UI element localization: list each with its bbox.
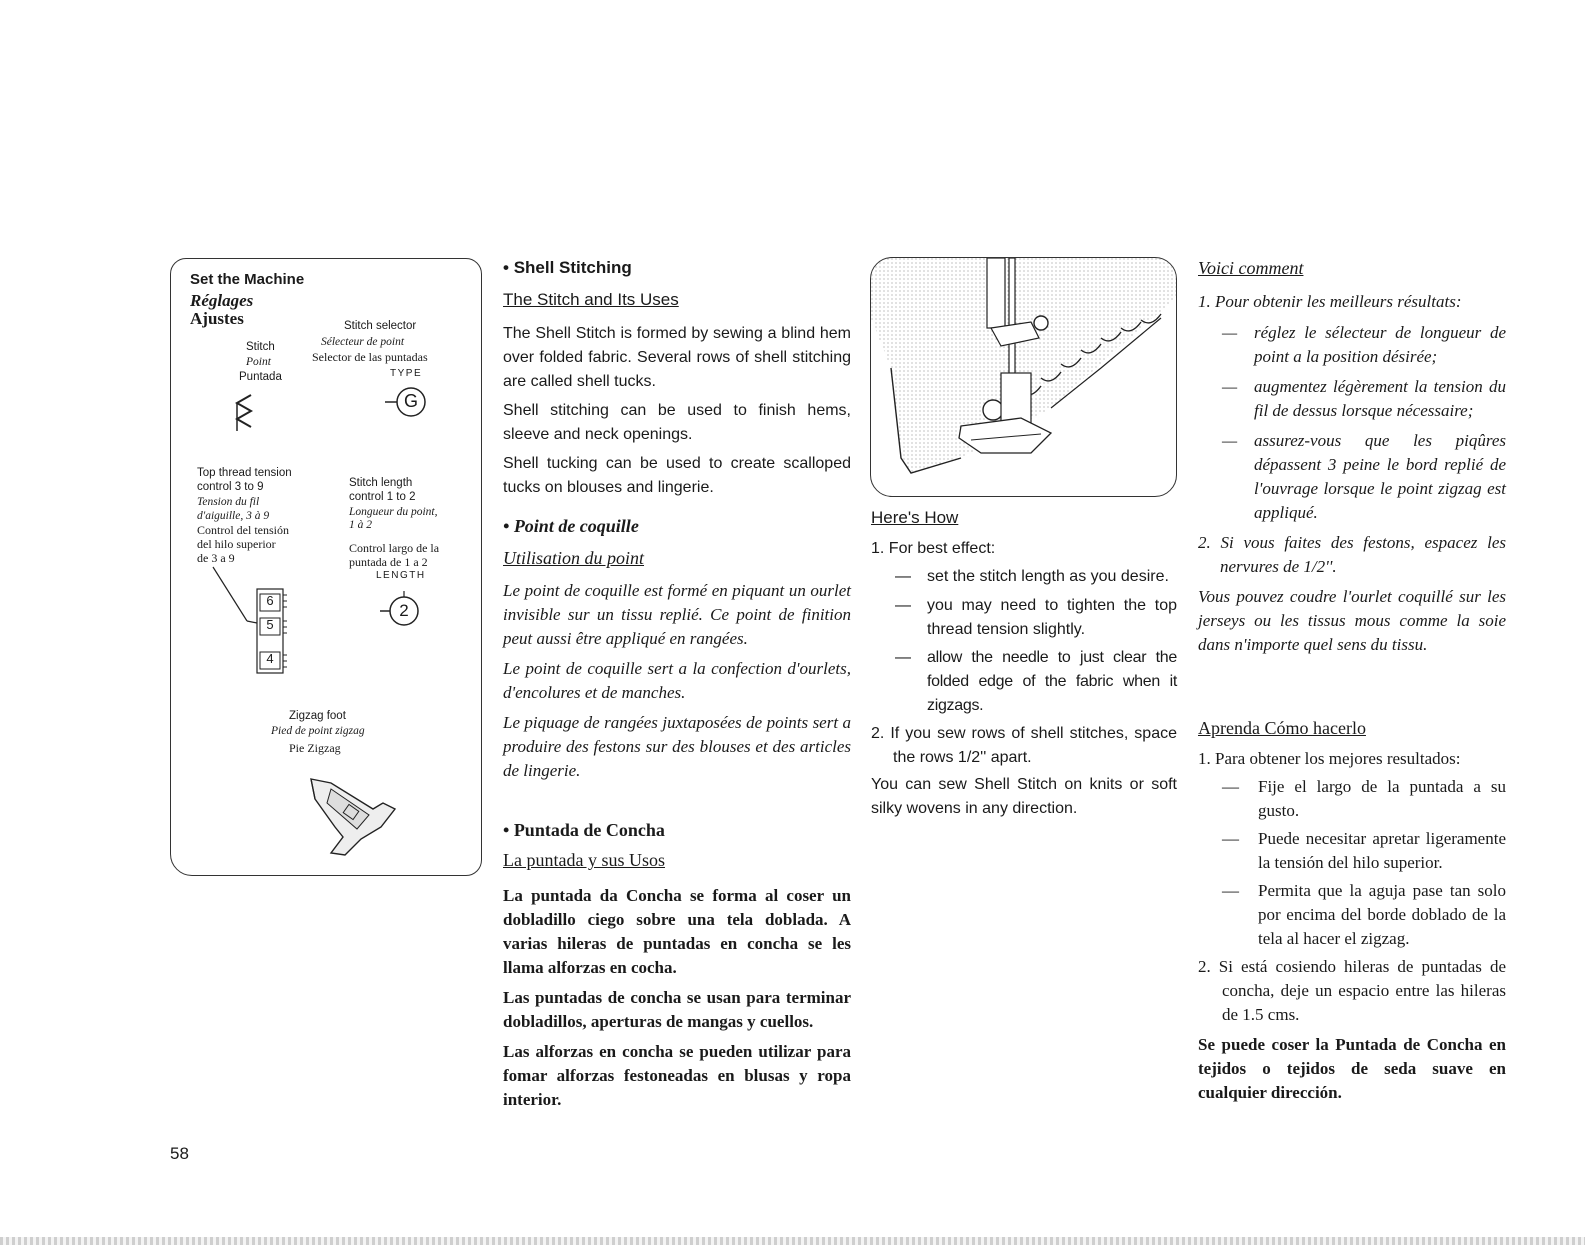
page-number: 58 — [170, 1144, 189, 1163]
foot-label-en: Zigzag foot — [289, 710, 346, 722]
dash: — — [1222, 431, 1238, 450]
dash: — — [1222, 881, 1239, 900]
length-label-fr-1: Longueur du point, — [349, 506, 438, 518]
dash: — — [1222, 777, 1239, 796]
stitch-label-en: Stitch — [246, 341, 275, 353]
dash: — — [895, 568, 911, 585]
spanish-paragraph-1: La puntada da Concha se forma al coser un dobladillo ciego sobre una tela doblada. A varias hileras de puntadas en concha se les llama alforzas en cocha. — [503, 886, 851, 977]
french-paragraph-1: Le point de coquille est formé en piquant un ourlet invisible sur un tissu replié. Ce point de finition peut aussi être appliqué en rangées. — [503, 581, 851, 648]
selector-label-fr: Sélecteur de point — [321, 336, 405, 348]
tension-dial-icon — [211, 565, 301, 675]
tension-dial-mark-6: 6 — [266, 593, 274, 608]
foot-label-es: Pie Zigzag — [289, 741, 341, 755]
bullet: • — [503, 516, 510, 536]
french-closing: Vous pouvez coudre l'ourlet coquillé sur les jerseys ou les tissus mous comme la soie dans n'importe quel sens du tissu. — [1198, 587, 1506, 654]
english-closing: You can sew Shell Stitch on knits or soft silky wovens in any direction. — [871, 776, 1177, 817]
foot-label-fr: Pied de point zigzag — [271, 725, 365, 737]
tension-label-es-3: de 3 a 9 — [197, 551, 235, 565]
dash: — — [895, 649, 911, 666]
machine-settings-panel — [170, 258, 482, 876]
english-step-2: 2. If you sew rows of shell stitches, space the rows 1/2'' apart. — [871, 725, 1177, 766]
french-subheading: Utilisation du point — [503, 548, 645, 568]
english-step-1-item-text: you may need to tighten the top thread tension slightly. — [927, 597, 1177, 638]
french-paragraph-2: Le point de coquille sert a la confection d'ourlets, d'encolures et de manches. — [503, 659, 851, 702]
type-label: TYPE — [390, 368, 423, 379]
selector-label-en: Stitch selector — [344, 320, 417, 332]
french-step-1-item-text: réglez le sélecteur de longueur de point a la position désirée; — [1254, 323, 1506, 366]
english-step-1-item-text: set the stitch length as you desire. — [927, 568, 1169, 585]
dash: — — [895, 597, 911, 614]
spanish-step-1-item — [1198, 827, 1506, 875]
french-step-1-item — [1198, 375, 1506, 423]
english-heading — [503, 258, 851, 284]
shell-stitch-illustration — [870, 257, 1177, 497]
english-step-1-item — [871, 646, 1177, 718]
spanish-how-heading: Aprenda Cómo hacerlo — [1198, 718, 1366, 738]
english-subheading: The Stitch and Its Uses — [503, 290, 679, 309]
french-step-1: 1. Pour obtenir les meilleurs résultats: — [1198, 292, 1462, 311]
length-label-es-2: puntada de 1 a 2 — [349, 555, 428, 569]
length-label-en-2: control 1 to 2 — [349, 491, 416, 503]
stitch-label-fr: Point — [246, 356, 271, 368]
length-label: LENGTH — [376, 570, 426, 581]
length-value: 2 — [399, 601, 409, 620]
tension-label-fr-2: d'aiguille, 3 à 9 — [197, 510, 270, 522]
french-step-1-item-text: assurez-vous que les piqûres dépassent 3 peine le bord replié de l'ouvrage lorsque le point zigzag est appliqué. — [1254, 431, 1506, 522]
tension-label-en-2: control 3 to 9 — [197, 481, 264, 493]
spanish-closing: Se puede coser la Puntada de Concha en tejidos o tejidos de seda suave en cualquier dirección. — [1198, 1035, 1506, 1102]
bullet: • — [503, 258, 509, 277]
panel-title-fr: Réglages — [190, 291, 254, 310]
zigzag-foot-icon — [301, 769, 401, 859]
tension-label-en-1: Top thread tension — [197, 467, 292, 479]
english-intro-section — [503, 258, 851, 500]
selector-label-es: Selector de las puntadas — [312, 350, 428, 364]
dash: — — [1222, 377, 1238, 396]
tension-dial-mark-4: 4 — [266, 651, 274, 666]
french-intro-section — [503, 516, 851, 783]
panel-title-en: Set the Machine — [190, 271, 305, 288]
english-step-1: 1. For best effect: — [871, 540, 996, 557]
english-paragraph-3: Shell tucking can be used to create scalloped tucks on blouses and lingerie. — [503, 455, 851, 496]
spanish-paragraph-2: Las puntadas de concha se usan para terminar dobladillos, aperturas de mangas y cuellos. — [503, 988, 851, 1031]
english-step-1-item-text: allow the needle to just clear the folded edge of the fabric when it zigzags. — [927, 649, 1177, 714]
english-step-1-item — [871, 565, 1177, 589]
spanish-heading — [503, 820, 851, 846]
length-label-fr-2: 1 à 2 — [349, 519, 372, 531]
french-step-1-item — [1198, 321, 1506, 369]
tension-label-es-1: Control del tensión — [197, 523, 289, 537]
spanish-paragraph-3: Las alforzas en concha se pueden utilizar para fomar alforzas festoneadas en blusas y ropa interior. — [503, 1042, 851, 1109]
spanish-step-1: 1. Para obtener los mejores resultados: — [1198, 749, 1461, 768]
spanish-step-1-item-text: Permita que la aguja pase tan solo por encima del borde doblado de la tela al hacer el zigzag. — [1258, 881, 1506, 948]
spanish-step-1-item — [1198, 879, 1506, 951]
english-step-1-item — [871, 594, 1177, 642]
spanish-step-1-item — [1198, 775, 1506, 823]
length-label-en-1: Stitch length — [349, 477, 413, 489]
french-paragraph-3: Le piquage de rangées juxtaposées de points sert a produire des festons sur des blouses et des articles de lingerie. — [503, 713, 851, 780]
spanish-intro-section — [503, 820, 851, 1112]
english-heading-text: Shell Stitching — [513, 258, 632, 277]
scan-edge — [0, 1237, 1585, 1245]
spanish-instructions-section — [1198, 718, 1506, 1105]
bullet: • — [503, 820, 510, 840]
french-heading-text: Point de coquille — [513, 516, 639, 536]
spanish-step-1-item-text: Fije el largo de la puntada a su gusto. — [1258, 777, 1506, 820]
sewing-machine-foot-image — [871, 258, 1176, 496]
spanish-subheading: La puntada y sus Usos — [503, 850, 665, 870]
french-instructions-section — [1198, 258, 1506, 657]
english-paragraph-1: The Shell Stitch is formed by sewing a blind hem over folded fabric. Several rows of shell stitching are called shell tucks. — [503, 325, 851, 390]
stitch-label-es: Puntada — [239, 371, 282, 383]
tension-label-es-2: del hilo superior — [197, 537, 276, 551]
english-instructions-section — [871, 508, 1177, 821]
spanish-step-2: 2. Si está cosiendo hileras de puntadas de concha, deje un espacio entre las hileras de 1.5 cms. — [1198, 957, 1506, 1024]
english-paragraph-2: Shell stitching can be used to finish hems, sleeve and neck openings. — [503, 402, 851, 443]
french-how-heading: Voici comment — [1198, 258, 1304, 278]
dash: — — [1222, 323, 1238, 342]
tension-label-fr-1: Tension du fil — [197, 496, 260, 508]
shell-stitch-icon — [231, 391, 261, 431]
spanish-step-1-item-text: Puede necesitar apretar ligeramente la tensión del hilo superior. — [1258, 829, 1506, 872]
english-how-heading: Here's How — [871, 508, 959, 527]
french-heading — [503, 516, 851, 542]
panel-title-es: Ajustes — [190, 309, 244, 328]
french-step-1-item — [1198, 429, 1506, 525]
dash: — — [1222, 829, 1239, 848]
tension-dial-mark-5: 5 — [266, 617, 274, 632]
length-label-es-1: Control largo de la — [349, 541, 440, 555]
type-value: G — [403, 391, 418, 411]
spanish-heading-text: Puntada de Concha — [513, 820, 665, 840]
french-step-1-item-text: augmentez légèrement la tension du fil de dessus lorsque nécessaire; — [1254, 377, 1506, 420]
french-step-2: 2. Si vous faites des festons, espacez les nervures de 1/2''. — [1198, 533, 1506, 576]
